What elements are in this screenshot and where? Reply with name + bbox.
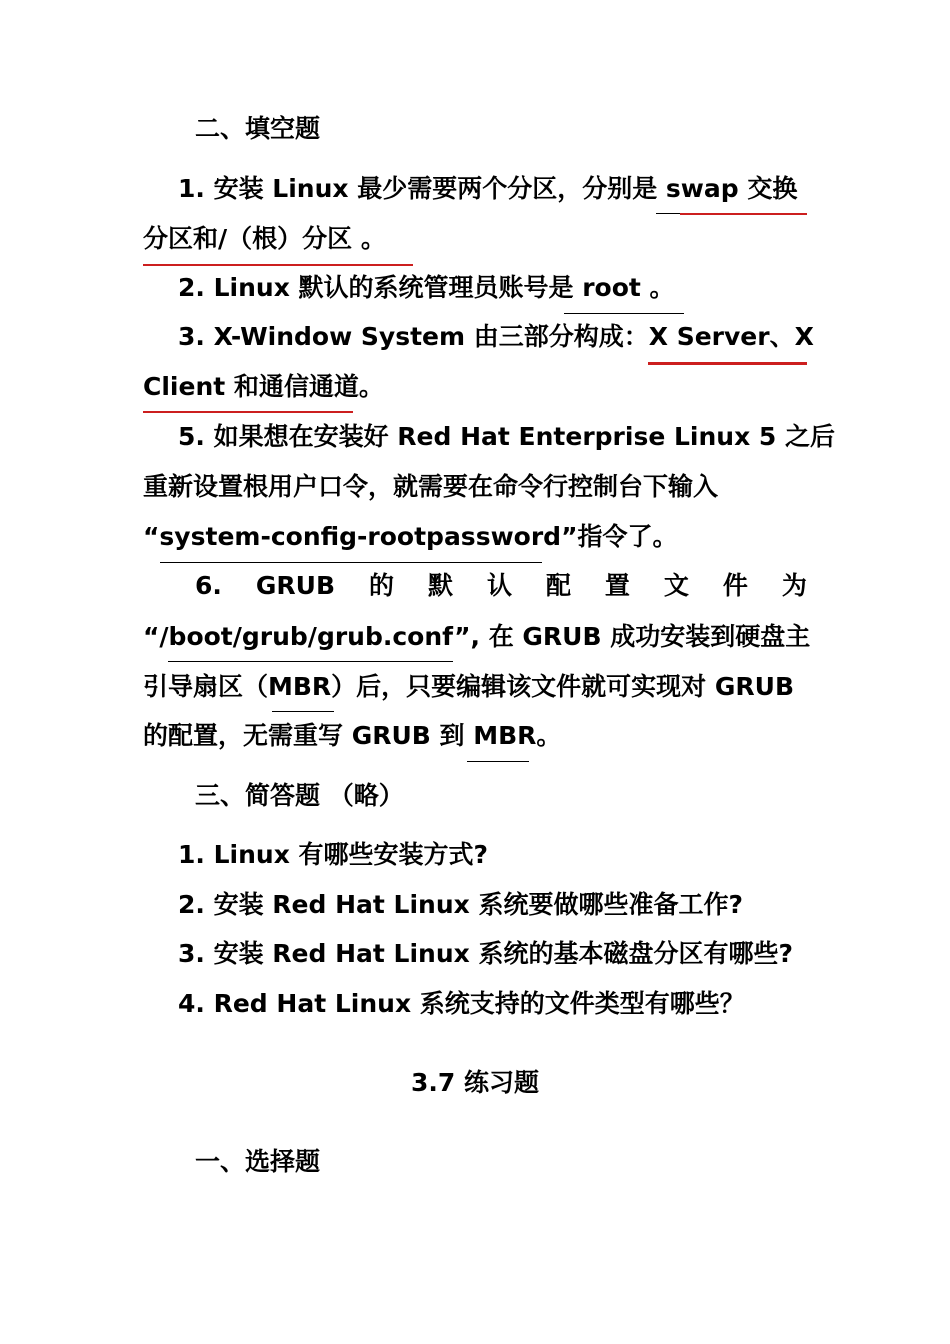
short-answer-question: 2. 安装 Red Hat Linux 系统要做哪些准备工作? xyxy=(178,890,743,919)
answer-underline-red xyxy=(680,213,807,215)
answer-underline xyxy=(168,661,453,662)
short-answer-question: 1. Linux 有哪些安装方式? xyxy=(178,840,489,869)
section-heading-fill-blank: 二、填空题 xyxy=(195,114,321,143)
answer-underline xyxy=(272,711,334,712)
q3-line1: 3. X-Window System 由三部分构成：X Server、X xyxy=(178,322,814,351)
q2: 2. Linux 默认的系统管理员账号是 root 。 xyxy=(178,273,675,302)
q6-line2: “/boot/grub/grub.conf”, 在 GRUB 成功安装到硬盘主 xyxy=(143,622,811,651)
answer-underline-red xyxy=(143,264,413,266)
q6-token: 文 xyxy=(663,571,689,600)
chapter-title: 3.7 练习题 xyxy=(411,1068,539,1097)
answer-underline-red xyxy=(143,411,353,413)
short-answer-question: 3. 安装 Red Hat Linux 系统的基本磁盘分区有哪些? xyxy=(178,939,793,968)
answer-underline-red xyxy=(648,362,807,365)
q3-line2: Client 和通信通道。 xyxy=(143,372,384,401)
q5-line1: 5. 如果想在安装好 Red Hat Enterprise Linux 5 之后 xyxy=(178,422,836,451)
q6-token: 的 xyxy=(368,571,394,600)
q6-token: 置 xyxy=(604,571,630,600)
section-heading-short-answer: 三、简答题 （略） xyxy=(195,781,404,810)
q1-line2: 分区和/（根）分区 。 xyxy=(143,224,386,253)
q6-token: 为 xyxy=(781,571,807,600)
q6-token: 件 xyxy=(722,571,748,600)
q6-line4: 的配置，无需重写 GRUB 到 MBR。 xyxy=(143,721,562,750)
q6-line3: 引导扇区（MBR）后，只要编辑该文件就可实现对 GRUB xyxy=(143,672,795,701)
answer-underline xyxy=(564,313,684,314)
q6-token: 默 xyxy=(427,571,453,600)
q6-token: 认 xyxy=(486,571,512,600)
q6-token: 配 xyxy=(545,571,571,600)
q6-token: 6. xyxy=(195,571,222,600)
short-answer-question: 4. Red Hat Linux 系统支持的文件类型有哪些？ xyxy=(178,989,745,1018)
q6-line1 xyxy=(195,569,807,603)
q5-line2: 重新设置根用户口令，就需要在命令行控制台下输入 xyxy=(143,472,719,501)
q1-line1: 1. 安装 Linux 最少需要两个分区，分别是 swap 交换 xyxy=(178,174,798,203)
q5-line3: “system-config-rootpassword”指令了。 xyxy=(143,522,678,551)
answer-underline xyxy=(467,761,529,762)
answer-underline xyxy=(160,562,542,563)
q6-token: GRUB xyxy=(255,571,336,600)
section-heading-multiple-choice: 一、选择题 xyxy=(195,1147,321,1176)
answer-underline xyxy=(656,213,680,214)
